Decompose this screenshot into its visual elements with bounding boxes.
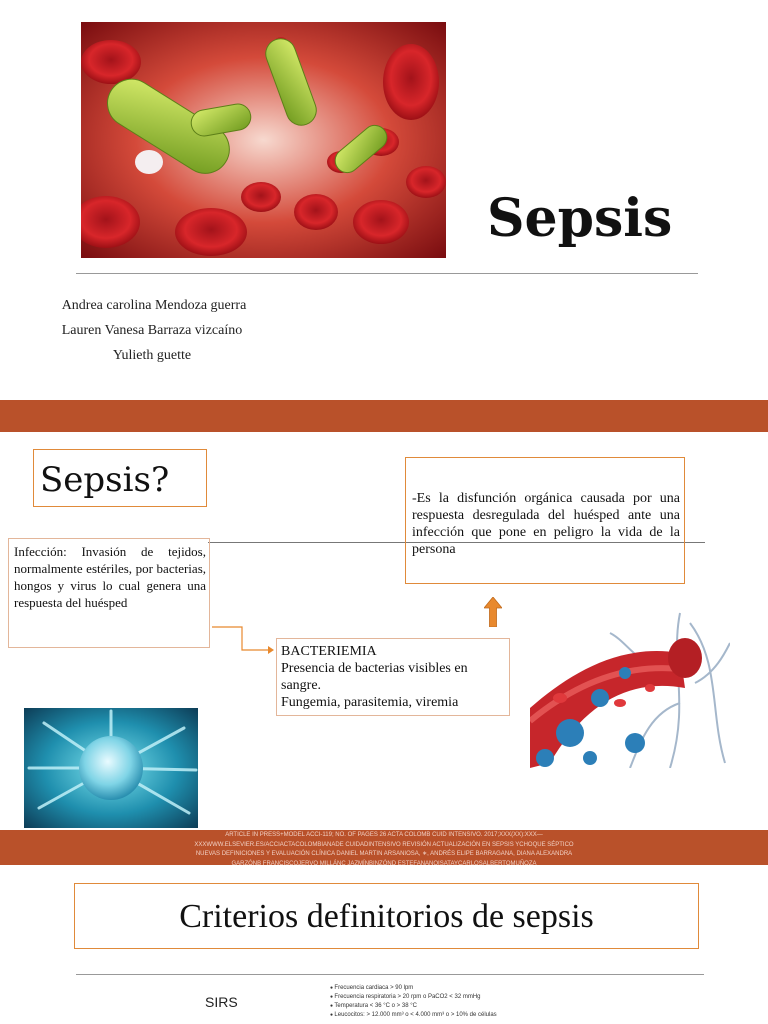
sirs-criterion: ● Leucocitos: > 12.000 mm³ o < 4.000 mm³ o > 10% de células [330, 1011, 710, 1020]
definition-box [405, 457, 685, 584]
slide-separator-band [0, 400, 768, 432]
sirs-criterion: ● Frecuencia respiratoria > 20 rpm o PaCO2 < 32 mmHg [330, 993, 710, 1002]
title-divider [76, 273, 698, 274]
bacteremia-line: sangre. [281, 678, 322, 693]
author-name: Andrea carolina Mendoza guerra [61, 298, 247, 313]
reference-line: XXXWWW.ELSEVIER.ES/ACCIACTACOLOMBIANADE CUIDADINTENSIVO REVISIÓN ACTUALIZACIÓN EN SEPSIS YCHOQUE SÉPTICO [194, 841, 574, 848]
bacteremia-line: Presencia de bacterias visibles en [281, 661, 468, 676]
criteria-divider [76, 974, 704, 975]
criteria-heading: Criterios definitorios de sepsis [179, 898, 594, 935]
reference-line: GARZÓNB FRANCISCOJERVO MILLÁNC JAZMÍNBINZÓND ESTEFANANOISATAYCARLOSALBERTOMUÑOZA [231, 860, 537, 865]
bacteria-in-blood-image [81, 22, 446, 258]
infection-box [8, 538, 210, 648]
up-arrow-icon [484, 597, 502, 627]
connector-arrow [210, 624, 276, 654]
author-name: Yulieth guette [112, 348, 192, 363]
reference-line: NUEVAS DEFINICIONES Y EVALUACIÓN CLÍNICA DANIEL MARTIN ARSANIOSA, ∗, ANDRÉS ELIPE BARRAGANA, DIANA ALEXANDRA [195, 851, 573, 857]
sepsis-question-heading: Sepsis? [40, 460, 170, 500]
sepsis-question-box [33, 449, 207, 507]
author-name: Lauren Vanesa Barraza vizcaíno [61, 323, 243, 338]
bacteremia-box [276, 638, 510, 716]
microbe-image [24, 708, 198, 828]
sirs-criterion: ● Temperatura < 36 °C o > 38 °C [330, 1002, 710, 1011]
heart-virus-image [530, 603, 730, 768]
sirs-criteria-list [330, 984, 710, 1020]
sirs-label: SIRS [205, 994, 238, 1010]
sirs-criterion: ● Frecuencia cardiaca > 90 lpm [330, 984, 710, 993]
reference-band [0, 830, 768, 865]
infection-text: Infección: Invasión de tejidos, normalmente estériles, por bacterias, hongos y virus lo cual genera una respuesta del huésped [14, 544, 206, 610]
presentation-title: Sepsis [487, 188, 673, 249]
bacteremia-title: BACTERIEMIA [281, 644, 377, 659]
definition-text: -Es la disfunción orgánica causada por una respuesta desregulada del huésped ante una infección que pone en peligro la vida de la persona [412, 491, 680, 557]
reference-line: ARTICLE IN PRESS+MODEL ACCI-119; NO. OF PAGES 26 ACTA COLOMB CUID INTENSIVO. 2017;XXX(XX):XXX— [225, 832, 543, 838]
criteria-heading-box [74, 883, 699, 949]
bacteremia-line: Fungemia, parasitemia, viremia [281, 695, 459, 710]
